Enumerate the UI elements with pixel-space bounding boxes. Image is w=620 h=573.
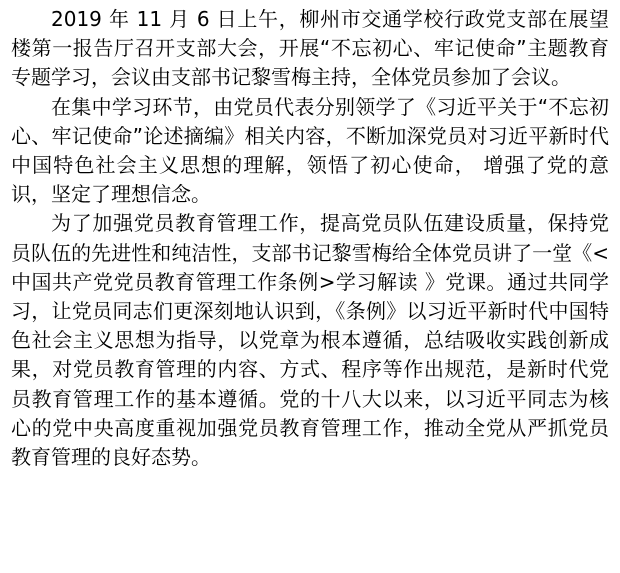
paragraph-party-lecture: 为了加强党员教育管理工作，提高党员队伍建设质量，保持党员队伍的先进性和纯洁性，支部书记黎雪梅给全体党员讲了一堂《<中国共产党党员教育管理工作条例>学习解读 》党课。通过共同学习，让党员同志们更深刻地认识到，《条例》以习近平新时代中国特色社会主义思想为指导，以党章为根本遵循，总结吸收实践创新成果，对党员教育管理的内容、方式、程序等作出规范，是新时代党员教育管理工作的基本遵循。党的十八大以来，以习近平同志为核心的党中央高度重视加强党员教育管理工作，推动全党从严抓党员教育管理的良好态势。 [11, 211, 609, 470]
paragraph-study-session: 在集中学习环节，由党员代表分别领学了《习近平关于“不忘初心、牢记使命”论述摘编》相关内容，不断加深党员对习近平新时代中国特色社会主义思想的理解，领悟了初心使命， 增强了党的意识，坚定了理想信念。 [11, 94, 609, 207]
article-body [11, 5, 609, 472]
paragraph-meeting-intro: 2019 年 11 月 6 日上午，柳州市交通学校行政党支部在展望楼第一报告厅召开支部大会，开展“不忘初心、牢记使命”主题教育专题学习，会议由支部书记黎雪梅主持，全体党员参加了会议。 [11, 7, 609, 90]
